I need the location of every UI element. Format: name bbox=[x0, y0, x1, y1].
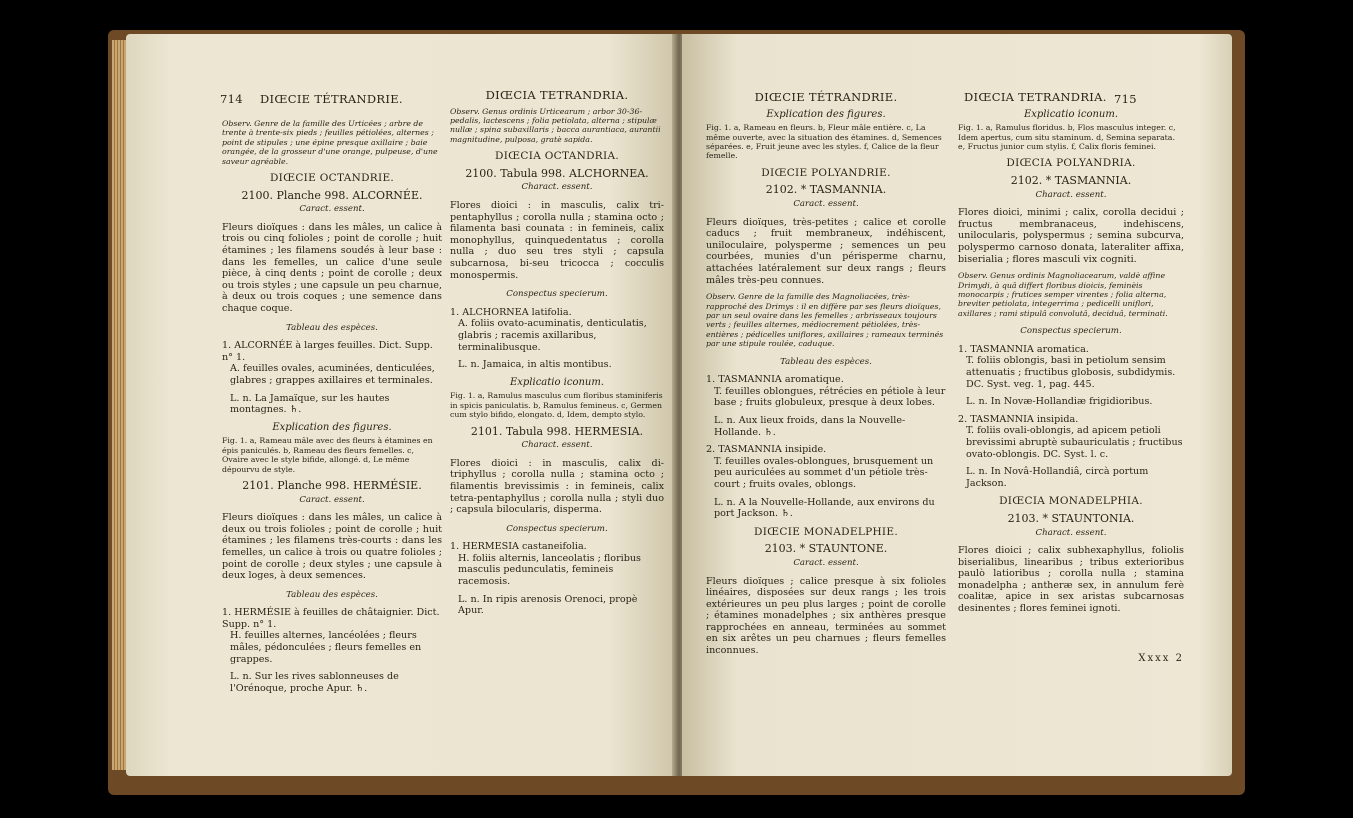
genus-entry: 2102. * TASMANNIA. bbox=[1010, 174, 1132, 187]
species-name: 1. ALCHORNEA latifolia. bbox=[450, 306, 572, 318]
genus-entry: 2102. * TASMANNIA. bbox=[765, 183, 887, 197]
species-description: A. feuilles ovales, acuminées, denticulées, glabres ; grappes axillaires et terminales. bbox=[230, 363, 435, 386]
running-head-left: DIŒCIE TÉTRANDRIE. bbox=[260, 92, 403, 106]
genus-entry: 2101. Planche 998. HERMÉSIE. bbox=[242, 478, 422, 492]
column-head: DIŒCIA TETRANDRIA. bbox=[485, 88, 629, 102]
tableau-label: Tableau des espèces. bbox=[286, 589, 378, 600]
species-locality: L. n. In Novæ-Hollandiæ frigidioribus. bbox=[966, 396, 1153, 408]
column-head: DIŒCIA TETRANDRIA. bbox=[964, 90, 1107, 104]
conspectus-label: Conspectus specierum. bbox=[506, 523, 608, 534]
caract-label: Caract. essent. bbox=[299, 204, 365, 215]
genus-entry: 2103. * STAUNTONIA. bbox=[1007, 511, 1135, 525]
species-name: 1. TASMANNIA aromatica. bbox=[958, 343, 1089, 355]
tableau-label: Tableau des espèces. bbox=[780, 356, 872, 367]
explicatio-label: Explicatio iconum. bbox=[1023, 108, 1119, 120]
genus-entry: 2101. Tabula 998. HERMESIA. bbox=[470, 424, 644, 438]
observation: Observ. Genus ordinis Urticearum ; arbor 30-36-pedalis, lactescens ; folia petiolata, alterna ; stipulæ nullæ ; spina subaxillaris ; bacca aurantiaca, aurantii magnitudine, pulposa, gratè sapida. bbox=[450, 106, 661, 144]
species-locality: L. n. Aux lieux froids, dans la Nouvelle-Hollande. ♄. bbox=[714, 414, 906, 438]
conspectus-label: Conspectus specierum. bbox=[1020, 326, 1122, 337]
right-french-column bbox=[706, 92, 946, 663]
section-heading: DIŒCIE MONADELPHIE. bbox=[754, 525, 898, 538]
section-heading: DIŒCIE POLYANDRIE. bbox=[761, 166, 891, 179]
species-locality: L. n. In Novâ-Hollandiâ, circà portum Jackson. bbox=[966, 466, 1149, 489]
species-description: T. foliis oblongis, basi in petiolum sensim attenuatis ; fructibus globosis, subdidymis. DC. Syst. veg. 1, pag. 445. bbox=[966, 355, 1176, 390]
figure-caption: Fig. 1. a, Rameau mâle avec des fleurs à étamines en épis paniculés. b, Rameau des fleurs femelles. c, Ovaire avec le style bifide, allongé. d, Le même dépourvu de style. bbox=[222, 436, 433, 474]
species-description: H. foliis alternis, lanceolatis ; floribus masculis pedunculatis, femineis racemosis. bbox=[458, 552, 641, 588]
species-locality: L. n. Sur les rives sablonneuses de l'Orénoque, proche Apur. ♄. bbox=[230, 671, 399, 694]
genus-description: Flores dioici ; calix subhexaphyllus, foliolis biserialibus, linearibus ; tribus exterioribus paulò latioribus ; corolla nulla ; stamina monadelpha ; antheræ sex, in annulum ferè coalitæ, apice in sex aristas subcarnosas desinentes ; flores feminei ignoti. bbox=[958, 545, 1184, 615]
observation: Observ. Genus ordinis Magnoliacearum, valdè affine Drimydi, à quâ differt floribus dioicis, feminèis monocarpis ; frutices semper virentes ; folia alterna, breviter petiolata, integerrima ; pedicelli uniflori, axillares ; rami stipulâ convolutâ, deciduâ, terminati. bbox=[958, 271, 1168, 318]
genus-description: Flores dioici : in masculis, calix tri-pentaphyllus ; corolla nulla ; stamina octo ; filamenta basi counata : in femineis, calix monophyllus, quinquedentatus ; corolla nulla ; duo seu tres styli ; capsula subcarnosa, bi-seu tricocca ; cocculis monospermis. bbox=[450, 200, 664, 281]
explicatio-label: Explicatio iconum. bbox=[509, 376, 605, 388]
right-page bbox=[682, 34, 1232, 776]
explication-label: Explication des figures. bbox=[272, 421, 392, 433]
right-latin-column bbox=[958, 92, 1184, 621]
left-page bbox=[126, 34, 675, 776]
signature-mark: Xxxx 2 bbox=[1138, 653, 1184, 664]
left-latin-column bbox=[450, 90, 664, 623]
genus-entry: 2100. Tabula 998. ALCHORNEA. bbox=[465, 166, 649, 180]
species-name: 1. ALCORNÉE à larges feuilles. Dict. Supp. n° 1. bbox=[222, 340, 433, 363]
figure-caption: Fig. 1. a, Rameau en fleurs. b, Fleur mâle entière. c, La même ouverte, avec la situation des étamines. d, Semences séparées. e, Fruit jeune avec les styles. f, Calice de la fleur femelle. bbox=[706, 123, 942, 161]
species-description: H. feuilles alternes, lancéolées ; fleurs mâles, pédonculées ; fleurs femelles en grappes. bbox=[230, 630, 422, 665]
species-locality: L. n. In ripis arenosis Orenoci, propè Apur. bbox=[458, 593, 638, 617]
genus-description: Fleurs dioïques : dans les mâles, un calice à deux ou trois folioles ; point de corolle ; huit étamines ; les filamens très-courts : dans les femelles, un calice à trois ou quatre folioles ; point de corolle ; deux styles ; une capsule à deux loges, à deux semences. bbox=[222, 512, 442, 582]
species-description: T. feuilles oblongues, rétrécies en pétiole à leur base ; fruits globuleux, presque à deux lobes. bbox=[714, 385, 946, 409]
species-description: T. feuilles ovales-oblongues, brusquement un peu auriculées au sommet d'un pétiole très-court ; fruits ovales, oblongs. bbox=[714, 455, 934, 490]
caract-label: Caract. essent. bbox=[299, 494, 365, 505]
section-heading: DIŒCIA POLYANDRIA. bbox=[1006, 157, 1136, 170]
species-locality: L. n. Jamaica, in altis montibus. bbox=[458, 359, 612, 371]
species-description: T. foliis ovali-oblongis, ad apicem petioli brevissimi abruptè subauriculatis ; fructibus ovato-oblongis. DC. Syst. l. c. bbox=[966, 425, 1183, 460]
genus-description: Flores dioici : in masculis, calix di-triphyllus ; corolla nulla ; stamina octo ; filamentis brevissimis : in femineis, calix tetra-pentaphyllus ; corolla nulla ; styli duo ; capsula bilocularis, disperma. bbox=[450, 457, 664, 516]
caract-label: Charact. essent. bbox=[1035, 189, 1107, 200]
genus-description: Fleurs dioïques, très-petites ; calice et corolle caducs ; fruit membraneux, indéhiscent, uniloculaire, polysperme ; semences un peu courbées, munies d'un périsperme charnu, attachées latéralement sur deux rangs ; fleurs mâles très-peu connues. bbox=[706, 216, 946, 286]
caract-label: Charact. essent. bbox=[521, 440, 593, 451]
species-name: 1. HERMESIA castaneifolia. bbox=[450, 541, 587, 553]
genus-description: Fleurs dioïques ; calice presque à six folioles linéaires, disposées sur deux rangs ; les trois extérieures un peu plus larges ; point de corolle ; étamines monadelphes ; six anthères presque rapprochées en anneau, terminées au sommet en six arêtes un peu charnues ; fleurs femelles inconnues. bbox=[706, 575, 946, 657]
genus-description: Flores dioici, minimi ; calix, corolla decidui ; fructus membranaceus, indehiscens, unilocularis, polyspermus ; semina subcurva, polyspermo carnoso donata, lateraliter affixa, biserialia ; flores masculi vix cogniti. bbox=[958, 207, 1184, 265]
explication-label: Explication des figures. bbox=[766, 108, 886, 120]
observation: Observ. Genre de la famille des Urticées ; arbre de trente à trente-six pieds ; feuilles pétiolées, alternes ; point de stipules ; une épine presque axillaire ; baie orangée, de la grosseur d'une orange, pulpeuse, d'une saveur agréable. bbox=[222, 119, 438, 166]
section-heading: DIŒCIA MONADELPHIA. bbox=[999, 495, 1143, 508]
species-name: 1. HERMÉSIE à feuilles de châtaignier. Dict. Supp. n° 1. bbox=[222, 607, 440, 630]
caract-label: Charact. essent. bbox=[1035, 527, 1107, 538]
column-head: DIŒCIE TÉTRANDRIE. bbox=[754, 90, 898, 104]
species-name: 1. TASMANNIA aromatique. bbox=[706, 374, 844, 386]
tableau-label: Tableau des espèces. bbox=[286, 322, 378, 333]
species-locality: L. n. A la Nouvelle-Hollande, aux environs du port Jackson. ♄. bbox=[714, 496, 935, 520]
page-number-left: 714 bbox=[220, 92, 243, 106]
genus-description: Fleurs dioïques : dans les mâles, un calice à trois ou cinq folioles ; point de corolle ; huit étamines ; les filamens soudés à leur base : dans les femelles, un calice d'une seule pièce, à cinq dents ; point de corolle ; deux ou trois styles ; une capsule un peu charnue, à deux ou trois coques ; une semence dans chaque coque. bbox=[222, 221, 442, 314]
species-name: 2. TASMANNIA insipide. bbox=[706, 444, 827, 456]
caract-label: Charact. essent. bbox=[521, 182, 593, 193]
genus-entry: 2100. Planche 998. ALCORNÉE. bbox=[241, 188, 423, 202]
genus-entry: 2103. * STAUNTONE. bbox=[764, 542, 888, 556]
caract-label: Caract. essent. bbox=[793, 557, 859, 568]
left-french-column bbox=[222, 116, 442, 700]
figure-caption: Fig. 1. a, Ramulus floridus. b, Flos masculus integer. c, Idem apertus, cum situ staminum. d, Semina separata. e, Fructus junior cum stylis. f, Calix floris feminei. bbox=[958, 123, 1176, 151]
page-number-right: 715 bbox=[1114, 92, 1137, 106]
species-description: A. foliis ovato-acuminatis, denticulatis, glabris ; racemis axillaribus, terminalibusque. bbox=[458, 318, 647, 353]
conspectus-label: Conspectus specierum. bbox=[506, 289, 608, 300]
species-locality: L. n. La Jamaïque, sur les hautes montagnes. ♄. bbox=[230, 392, 390, 416]
observation: Observ. Genre de la famille des Magnoliacées, très-rapproché des Drimys : il en diffère par ses fleurs dioïques, par un seul ovaire dans les femelles ; arbrisseaux toujours verts ; feuilles alternes, médiocrement pétiolées, très-entières ; pédicelles uniflores, axillaires ; rameaux terminés par une stipule roulée, caduque. bbox=[706, 292, 944, 349]
caract-label: Caract. essent. bbox=[793, 199, 859, 209]
figure-caption: Fig. 1. a, Ramulus masculus cum floribus staminiferis in spicis paniculatis. b, Ramulus femineus. c, Germen cum stylo bifido, elongato. d, Idem, dempto stylo. bbox=[450, 391, 663, 420]
section-heading: DIŒCIE OCTANDRIE. bbox=[269, 172, 395, 185]
species-name: 2. TASMANNIA insipida. bbox=[958, 413, 1079, 425]
section-heading: DIŒCIA OCTANDRIA. bbox=[495, 150, 619, 163]
